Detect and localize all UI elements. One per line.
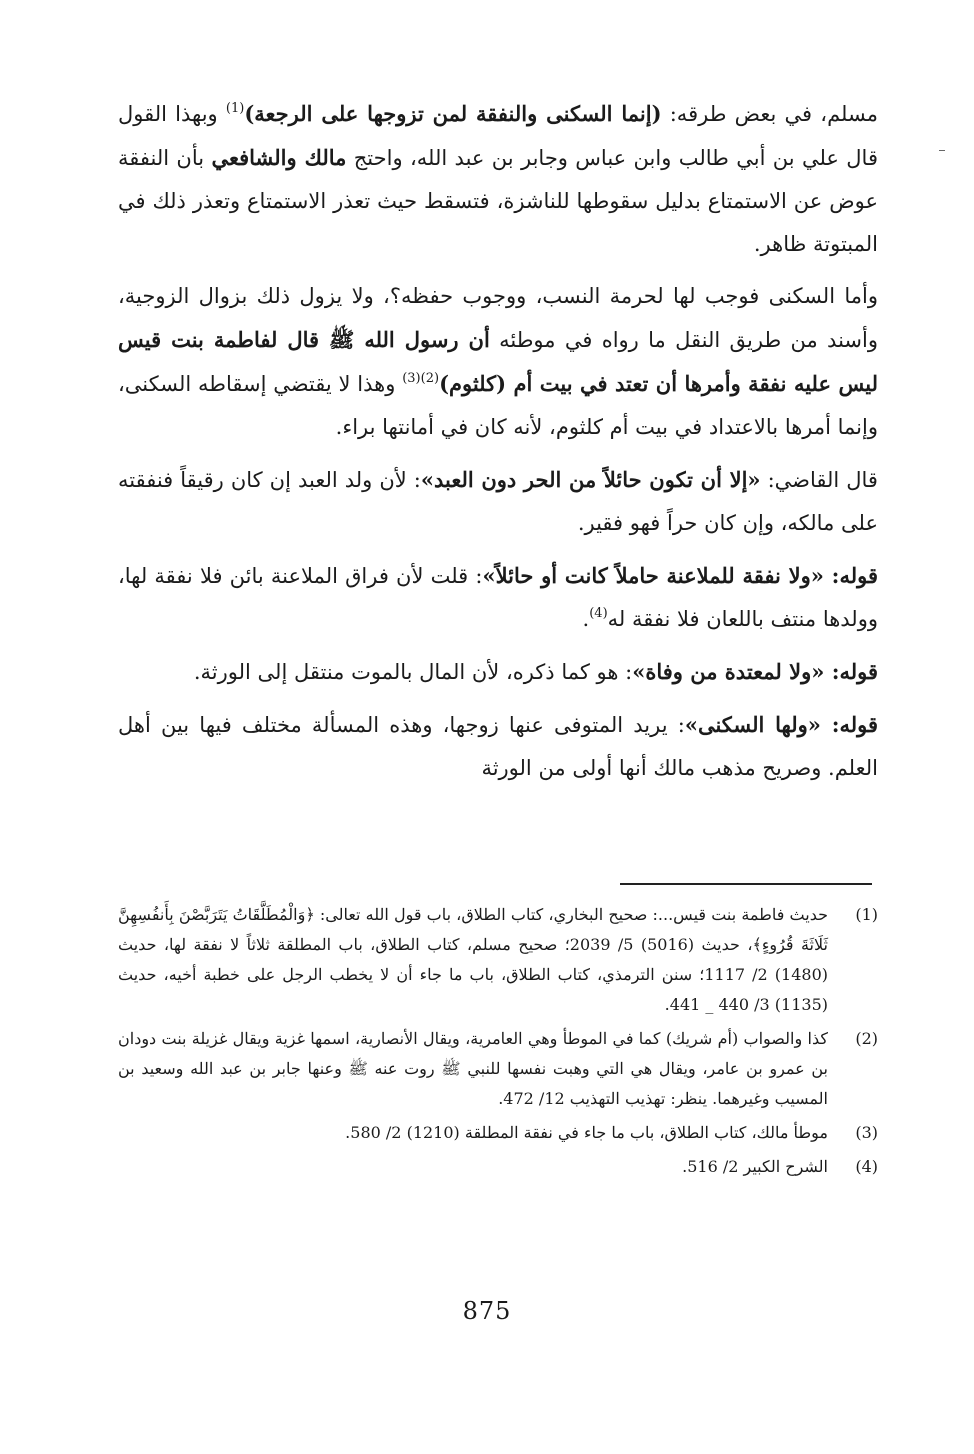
bold-names: مالك والشافعي — [211, 145, 347, 170]
footnote-1 — [118, 900, 878, 1020]
text-span: : قلت لأن فراق الملاعنة بائن فلا نفقة لها، وولدها منتف باللعان فلا نفقة له — [118, 564, 878, 631]
bold-quote: أن رسول الله ﷺ قال لفاطمة بنت قيس ليس عليه نفقة وأمرها أن تعتد في بيت أم (كلثوم) — [118, 327, 878, 396]
bold-quote: قوله: «ولها السكنى» — [684, 712, 878, 737]
text-span: وهذا لا يقتضي إسقاطه السكنى، وإنما أمرها بالاعتداد في بيت أم كلثوم، لأنه كان في أمانتها براء. — [118, 372, 878, 439]
paragraph-3 — [118, 458, 878, 545]
footnote-marker: (2)(3) — [402, 371, 440, 386]
page-number: 875 — [462, 1297, 512, 1325]
paragraph-4 — [118, 554, 878, 641]
footnote-marker: (1) — [225, 101, 245, 116]
bold-quote: (إنما السكنى والنفقة لمن تزوجها على الرجعة) — [244, 101, 662, 126]
text-span: . — [582, 607, 590, 631]
text-span: وأما السكنى فوجب لها لحرمة النسب، ووجوب حفظه؟، ولا يزول ذلك بزوال الزوجية، وأسند من طريق النقل ما رواه في موطئه — [118, 284, 878, 352]
margin-tick — [939, 150, 945, 151]
footnote-marker: (4) — [589, 606, 608, 621]
bold-quote: قوله: «ولا لمعتدة من وفاة» — [632, 659, 878, 684]
footnote-number: (4) — [855, 1157, 878, 1176]
text-span: : يريد المتوفى عنها زوجها، وهذه المسألة مختلف فيها بين أهل العلم. وصريح مذهب مالك أنها أولى من الورثة — [118, 713, 878, 780]
footnote-number: (1) — [855, 905, 878, 924]
footnote-text: حديث فاطمة بنت قيس...: صحيح البخاري، كتاب الطلاق، باب قول الله تعالى: ﴿وَالْمُطَلَّقَاتُ يَتَرَبَّصْنَ بِأَنفُسِهِنَّ ثَلَاثَةَ قُرُوءٍ﴾، حديث (5016) 5/ 2039؛ صحيح مسلم، كتاب الطلاق، باب المطلقة ثلاثاً لا نفقة لها، حديث (1480) 2/ 1117؛ سنن الترمذي، كتاب الطلاق، باب ما جاء أن لا يخطب الرجل على خطبة أخيه، حديث (1135) 3/ 440 _ 441. — [118, 905, 829, 1014]
footnotes — [118, 900, 878, 1186]
paragraph-5 — [118, 650, 878, 694]
text-span: قال القاضي: — [760, 468, 878, 492]
text-span: وبهذا القول قال علي بن أبي طالب وابن عباس وجابر بن عبد الله، واحتج — [118, 102, 878, 170]
text-span: : هو كما ذكره، لأن المال بالموت منتقل إلى الورثة. — [193, 660, 633, 684]
footnote-number: (2) — [855, 1029, 878, 1048]
footnote-3 — [118, 1118, 878, 1148]
footnote-4 — [118, 1152, 878, 1182]
text-span: مسلم، في بعض طرقه: — [661, 102, 878, 126]
footnote-number: (3) — [855, 1123, 878, 1142]
paragraph-6 — [118, 703, 878, 790]
footnote-text: الشرح الكبير 2/ 516. — [682, 1157, 828, 1176]
text-span: بأن النفقة عوض عن الاستمتاع بدليل سقوطها للناشزة، فتسقط حيث تعذر الاستمتاع وتعذر ذلك في المبتوتة ظاهر. — [118, 146, 878, 256]
paragraph-1 — [118, 92, 878, 266]
bold-quote: «إلا أن تكون حائلاً من الحر دون العبد» — [420, 467, 761, 492]
footnote-text: كذا والصواب (أم شريك) كما في الموطأ وهي العامرية، ويقال الأنصارية، اسمها غزية ويقال غزيلة بنت دودان بن عمرو بن عامر، ويقال هي التي وهبت نفسها للنبي ﷺ روت عنه ﷺ وعنها جابر بن عبد الله وسعيد بن المسيب وغيرهما. ينظر: تهذيب التهذيب 12/ 472. — [118, 1029, 828, 1108]
text-span: : لأن ولد العبد إن كان رقيقاً فنفقته على مالكه، وإن كان حراً فهو فقير. — [118, 468, 878, 535]
footnote-separator — [620, 883, 872, 885]
footnote-2 — [118, 1024, 878, 1114]
main-text — [118, 92, 878, 799]
bold-quote: قوله: «ولا نفقة للملاعنة حاملاً كانت أو حائلاً» — [482, 563, 878, 588]
footnote-text: موطأ مالك، كتاب الطلاق، باب ما جاء في نفقة المطلقة (1210) 2/ 580. — [345, 1123, 828, 1142]
paragraph-2 — [118, 275, 878, 449]
